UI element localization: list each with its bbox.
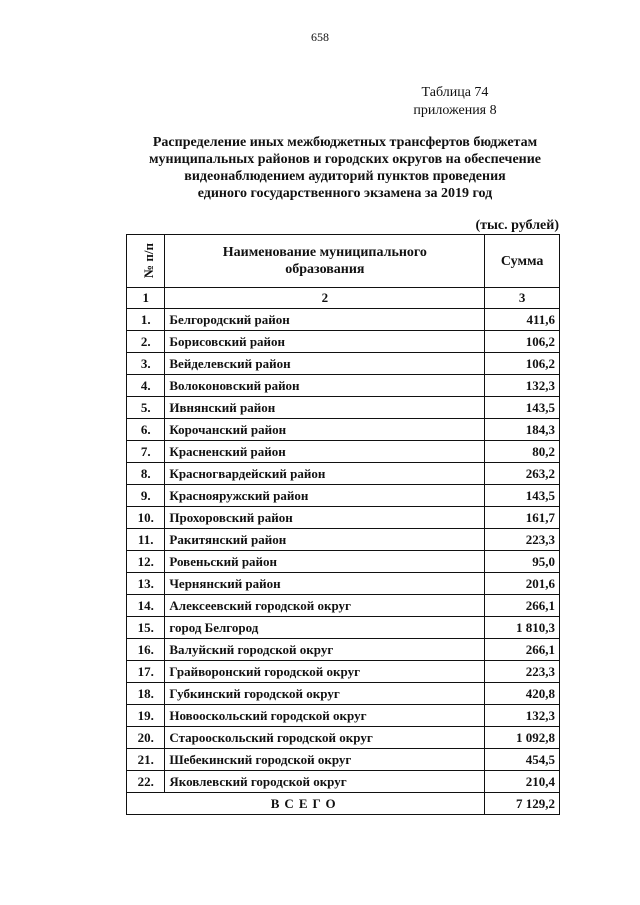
units-label: (тыс. рублей) (475, 218, 559, 233)
municipality-name: Новооскольский городской округ (165, 705, 485, 727)
table-row (127, 683, 560, 705)
amount: 1 092,8 (485, 727, 560, 749)
municipality-name: Чернянский район (165, 573, 485, 595)
header-sum: Сумма (485, 235, 560, 288)
municipality-name: Шебекинский городской округ (165, 749, 485, 771)
row-number: 2. (127, 331, 165, 353)
table-row (127, 441, 560, 463)
amount: 266,1 (485, 595, 560, 617)
table-row (127, 639, 560, 661)
table-row (127, 309, 560, 331)
header-name: Наименование муниципального образования (165, 235, 485, 288)
municipality-name: Корочанский район (165, 419, 485, 441)
table-row (127, 529, 560, 551)
table-row (127, 507, 560, 529)
municipality-name: Белгородский район (165, 309, 485, 331)
column-numbers-row (127, 288, 560, 309)
amount: 143,5 (485, 397, 560, 419)
municipality-name: город Белгород (165, 617, 485, 639)
title-line: единого государственного экзамена за 2019 год (197, 186, 493, 201)
table-row (127, 617, 560, 639)
table-row (127, 595, 560, 617)
column-number: 3 (485, 288, 560, 309)
municipality-name: Валуйский городской округ (165, 639, 485, 661)
table-row (127, 661, 560, 683)
municipality-name: Ивнянский район (165, 397, 485, 419)
row-number: 3. (127, 353, 165, 375)
amount: 132,3 (485, 705, 560, 727)
title-line: видеонаблюдением аудиторий пунктов проведения (184, 169, 506, 184)
row-number: 16. (127, 639, 165, 661)
transfers-table (126, 234, 560, 815)
title-line: Распределение иных межбюджетных трансфертов бюджетам (152, 135, 538, 150)
appendix-number: приложения 8 (413, 103, 497, 118)
row-number: 11. (127, 529, 165, 551)
amount: 80,2 (485, 441, 560, 463)
table-row (127, 705, 560, 727)
table-row (127, 771, 560, 793)
amount: 223,3 (485, 529, 560, 551)
header-number: № п/п (127, 235, 165, 288)
total-row (127, 793, 560, 815)
column-number: 2 (165, 288, 485, 309)
amount: 106,2 (485, 353, 560, 375)
table-row (127, 331, 560, 353)
row-number: 4. (127, 375, 165, 397)
document-title (110, 134, 580, 202)
table-row (127, 353, 560, 375)
row-number: 19. (127, 705, 165, 727)
page-number: 658 (311, 30, 329, 44)
row-number: 18. (127, 683, 165, 705)
table-row (127, 573, 560, 595)
municipality-name: Волоконовский район (165, 375, 485, 397)
amount: 210,4 (485, 771, 560, 793)
table-number: Таблица 74 (421, 85, 489, 100)
row-number: 1. (127, 309, 165, 331)
table-row (127, 419, 560, 441)
municipality-name: Краснояружский район (165, 485, 485, 507)
amount: 161,7 (485, 507, 560, 529)
table-row (127, 463, 560, 485)
row-number: 9. (127, 485, 165, 507)
row-number: 15. (127, 617, 165, 639)
row-number: 20. (127, 727, 165, 749)
row-number: 22. (127, 771, 165, 793)
municipality-name: Вейделевский район (165, 353, 485, 375)
row-number: 14. (127, 595, 165, 617)
table-row (127, 727, 560, 749)
municipality-name: Красненский район (165, 441, 485, 463)
row-number: 5. (127, 397, 165, 419)
municipality-name: Старооскольский городской округ (165, 727, 485, 749)
column-number: 1 (127, 288, 165, 309)
row-number: 12. (127, 551, 165, 573)
amount: 411,6 (485, 309, 560, 331)
municipality-name: Прохоровский район (165, 507, 485, 529)
row-number: 10. (127, 507, 165, 529)
total-label: ВСЕГО (127, 793, 485, 815)
municipality-name: Ровеньский район (165, 551, 485, 573)
amount: 266,1 (485, 639, 560, 661)
amount: 420,8 (485, 683, 560, 705)
table-row (127, 749, 560, 771)
row-number: 13. (127, 573, 165, 595)
municipality-name: Губкинский городской округ (165, 683, 485, 705)
amount: 223,3 (485, 661, 560, 683)
amount: 106,2 (485, 331, 560, 353)
row-number: 8. (127, 463, 165, 485)
municipality-name: Ракитянский район (165, 529, 485, 551)
total-sum: 7 129,2 (485, 793, 560, 815)
amount: 95,0 (485, 551, 560, 573)
municipality-name: Борисовский район (165, 331, 485, 353)
amount: 132,3 (485, 375, 560, 397)
municipality-name: Красногвардейский район (165, 463, 485, 485)
amount: 1 810,3 (485, 617, 560, 639)
table-header (127, 235, 560, 288)
row-number: 7. (127, 441, 165, 463)
amount: 184,3 (485, 419, 560, 441)
municipality-name: Грайворонский городской округ (165, 661, 485, 683)
amount: 143,5 (485, 485, 560, 507)
title-line: муниципальных районов и городских округов на обеспечение (148, 152, 542, 167)
row-number: 6. (127, 419, 165, 441)
table-row (127, 551, 560, 573)
municipality-name: Алексеевский городской округ (165, 595, 485, 617)
municipality-name: Яковлевский городской округ (165, 771, 485, 793)
table-row (127, 397, 560, 419)
appendix-reference (395, 84, 515, 120)
amount: 201,6 (485, 573, 560, 595)
table-body (127, 288, 560, 793)
table-footer (127, 793, 560, 815)
amount: 263,2 (485, 463, 560, 485)
row-number: 21. (127, 749, 165, 771)
table-row (127, 375, 560, 397)
table-row (127, 485, 560, 507)
row-number: 17. (127, 661, 165, 683)
amount: 454,5 (485, 749, 560, 771)
